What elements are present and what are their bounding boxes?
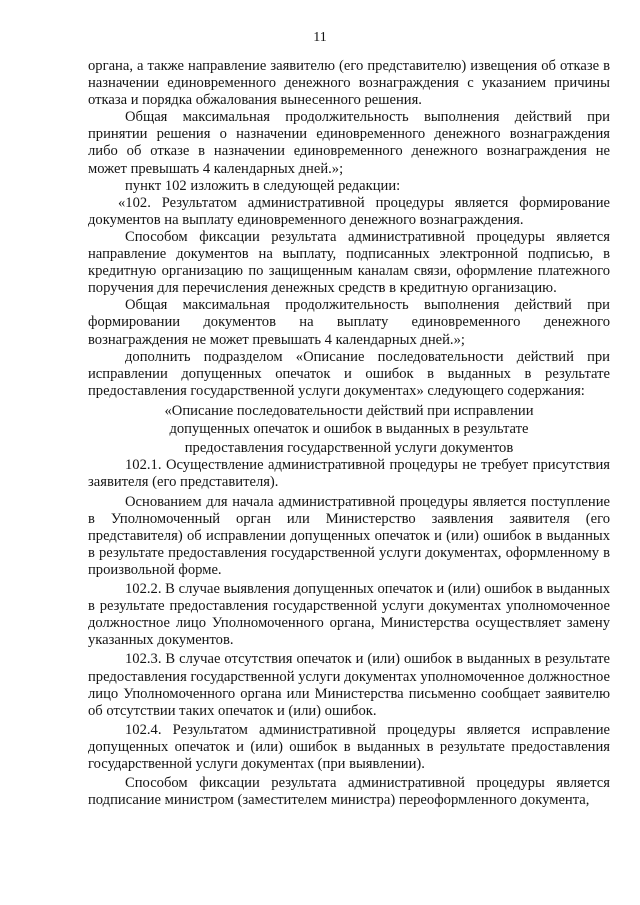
paragraph-duration-decision: Общая максимальная продолжительность выполнения действий при принятии решения о назначении единовременного денежного вознаграждения либо об отказе в назначении единовременного денежного вознаграждения не может превышать 4 календарных дней.»; bbox=[88, 109, 610, 177]
page-number: 11 bbox=[313, 30, 327, 45]
paragraph-basis: Основанием для начала административной процедуры является поступление в Уполномоченный орган или Министерство заявления заявителя (его представителя) об исправлении допущенных опечаток и (или) ошибок в выданных в результате предоставления государственной услуги документах, оформленному в произвольной форме. bbox=[88, 493, 610, 578]
heading-line: «Описание последовательности действий при исправлении bbox=[164, 402, 534, 419]
paragraph-102-3: 102.3. В случае отсутствия опечаток и (или) ошибок в выданных в результате предоставления государственной услуги документах уполномоченное должностное лицо Уполномоченного органа или Министерства письменно сообщает заявителю об отсутствии таких опечаток и (или) ошибок. bbox=[88, 651, 610, 719]
paragraph-102-2: 102.2. В случае выявления допущенных опечаток и (или) ошибок в выданных в результате предоставления государственной услуги документах уполномоченное должностное лицо Уполномоченного органа, Министерства осуществляет замену указанных документов. bbox=[88, 581, 610, 649]
paragraph-continuation: органа, а также направление заявителю (его представителю) извещения об отказе в назначении единовременного денежного вознаграждения с указанием причины отказа и порядка обжалования вынесенного решения. bbox=[88, 58, 610, 109]
paragraph-fixation-payment: Способом фиксации результата административной процедуры является направление документов на выплату, подписанных электронной подписью, в кредитную организацию по защищенным каналам связи, оформление платежного поручения для перечисления денежных средств в кредитную организацию. bbox=[88, 228, 610, 297]
paragraph-duration-payment: Общая максимальная продолжительность выполнения действий при формировании документов на выплату единовременного денежного вознаграждения не может превышать 4 календарных дней.»; bbox=[88, 297, 610, 348]
paragraph-102-4: 102.4. Результатом административной процедуры является исправление допущенных опечаток и (или) ошибок в выданных в результате предоставления государственной услуги документах (при выявлении). bbox=[88, 721, 610, 772]
paragraph-amend-102: пункт 102 изложить в следующей редакции: bbox=[125, 177, 401, 194]
document-body bbox=[88, 58, 610, 809]
paragraph-102-1: 102.1. Осуществление административной процедуры не требует присутствия заявителя (его представителя). bbox=[88, 457, 610, 491]
heading-line: предоставления государственной услуги документов bbox=[184, 439, 514, 456]
paragraph-add-subsection: дополнить подразделом «Описание последовательности действий при исправлении допущенных опечаток и ошибок в выданных в результате предоставления государственной услуги документах» следующего содержания: bbox=[88, 348, 610, 399]
paragraph-fixation-signing: Способом фиксации результата административной процедуры является подписание министром (заместителем министра) переоформленного документа, bbox=[88, 775, 610, 809]
paragraph-102-result: «102. Результатом административной процедуры является формирование документов на выплату единовременного денежного вознаграждения. bbox=[88, 194, 610, 228]
heading-line: допущенных опечаток и ошибок в выданных в результате bbox=[169, 421, 529, 438]
subsection-heading bbox=[88, 402, 610, 458]
